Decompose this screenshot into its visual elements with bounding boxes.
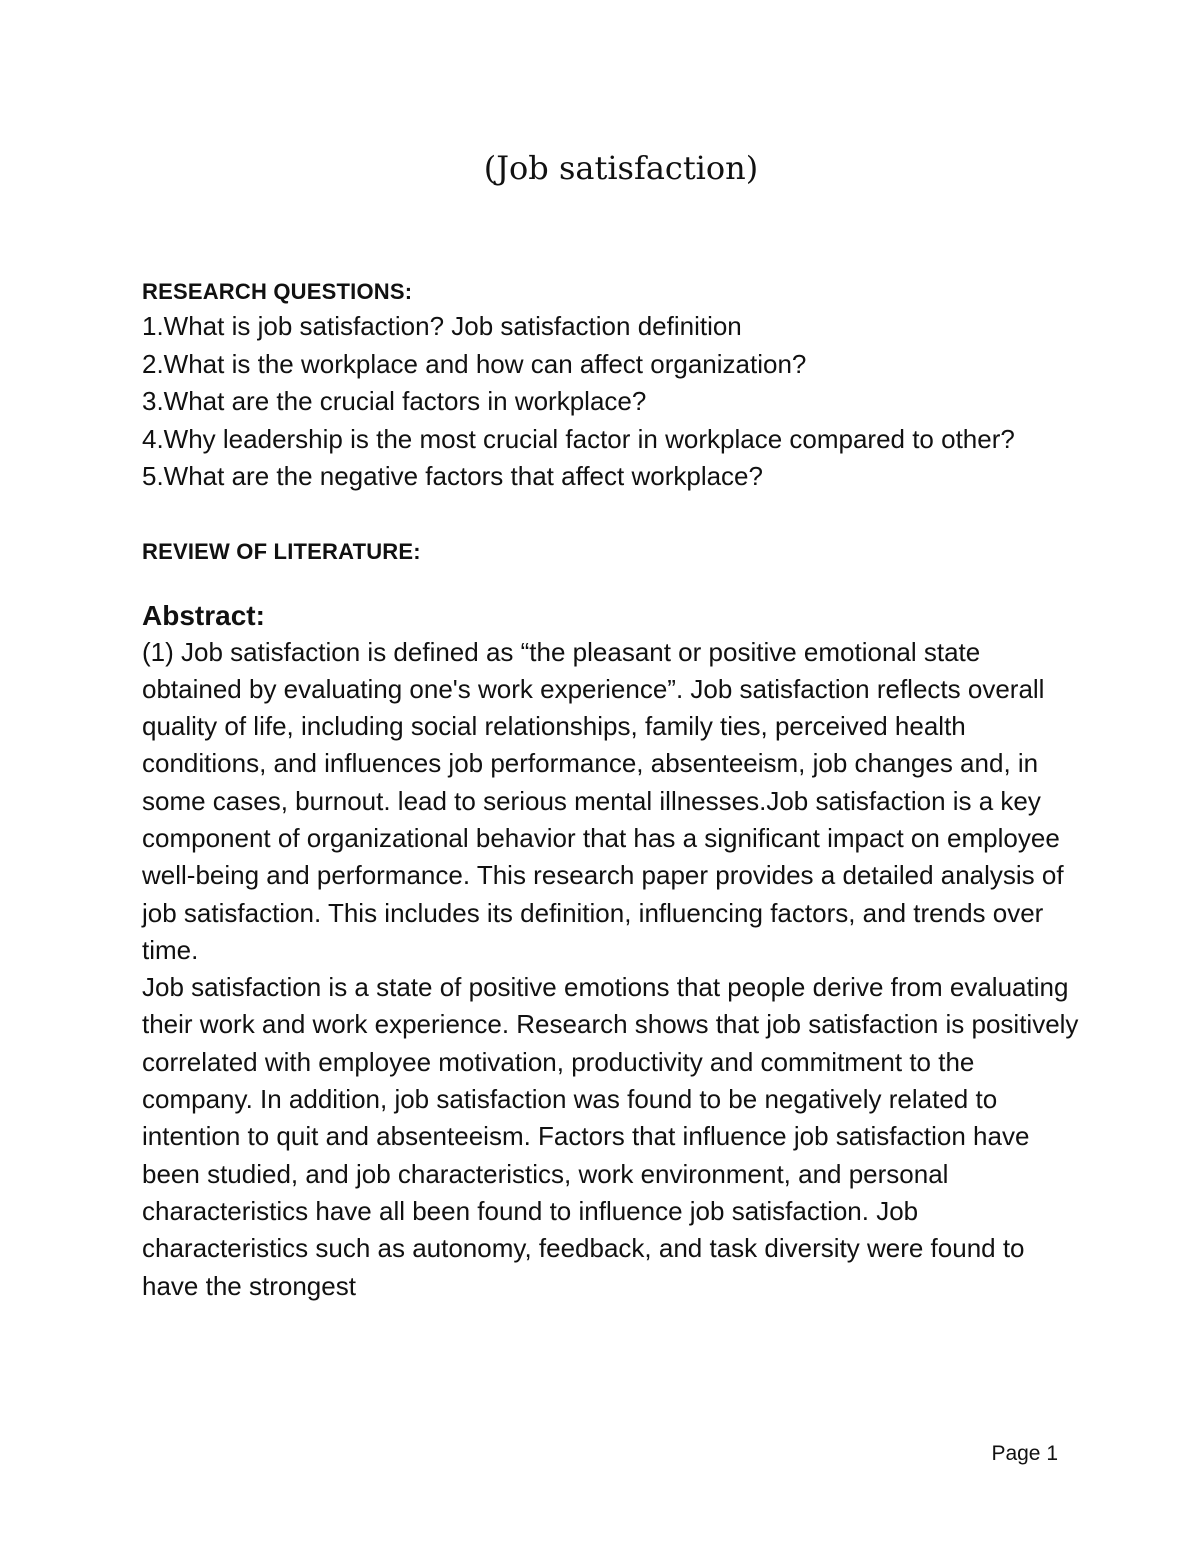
research-question-item: 3.What are the crucial factors in workplace? [142,386,647,416]
abstract-paragraph: (1) Job satisfaction is defined as “the pleasant or positive emotional state obtained by evaluating one's work experience”. Job satisfaction reflects overall quality of life, including social relationships, family ties, perceived health conditions, and influences job performance, absenteeism, job changes and, in some cases, burnout. lead to serious mental illnesses.Job satisfaction is a key component of organizational behavior that has a significant impact on employee well-being and performance. This research paper provides a detailed analysis of job satisfaction. This includes its definition, influencing factors, and trends over time. [142,636,1064,965]
research-question-item: 4.Why leadership is the most crucial factor in workplace compared to other? [142,423,1015,454]
research-questions-heading: RESEARCH QUESTIONS: [142,279,413,304]
abstract-paragraph: Job satisfaction is a state of positive emotions that people derive from evaluating their work and work experience. Research shows that job satisfaction is positively correlated with employee motivation, productivity and commitment to the company. In addition, job satisfaction was found to be negatively related to intention to quit and absenteeism. Factors that influence job satisfaction have been studied, and job characteristics, work environment, and personal characteristics have all been found to influence job satisfaction. Job characteristics such as autonomy, feedback, and task diversity were found to have the strongest [142,972,1079,1301]
research-question-item: 2.What is the workplace and how can affect organization? [142,348,807,379]
document-title: (Job satisfaction) [483,149,759,187]
page-number: Page 1 [991,1442,1058,1465]
document-body [142,276,1082,1305]
research-question-item: 1.What is job satisfaction? Job satisfaction definition [142,311,742,341]
research-questions-list [142,308,1082,496]
abstract-heading: Abstract: [142,599,265,631]
review-of-literature-heading: REVIEW OF LITERATURE: [142,538,421,564]
research-question-item: 5.What are the negative factors that affect workplace? [142,461,763,491]
